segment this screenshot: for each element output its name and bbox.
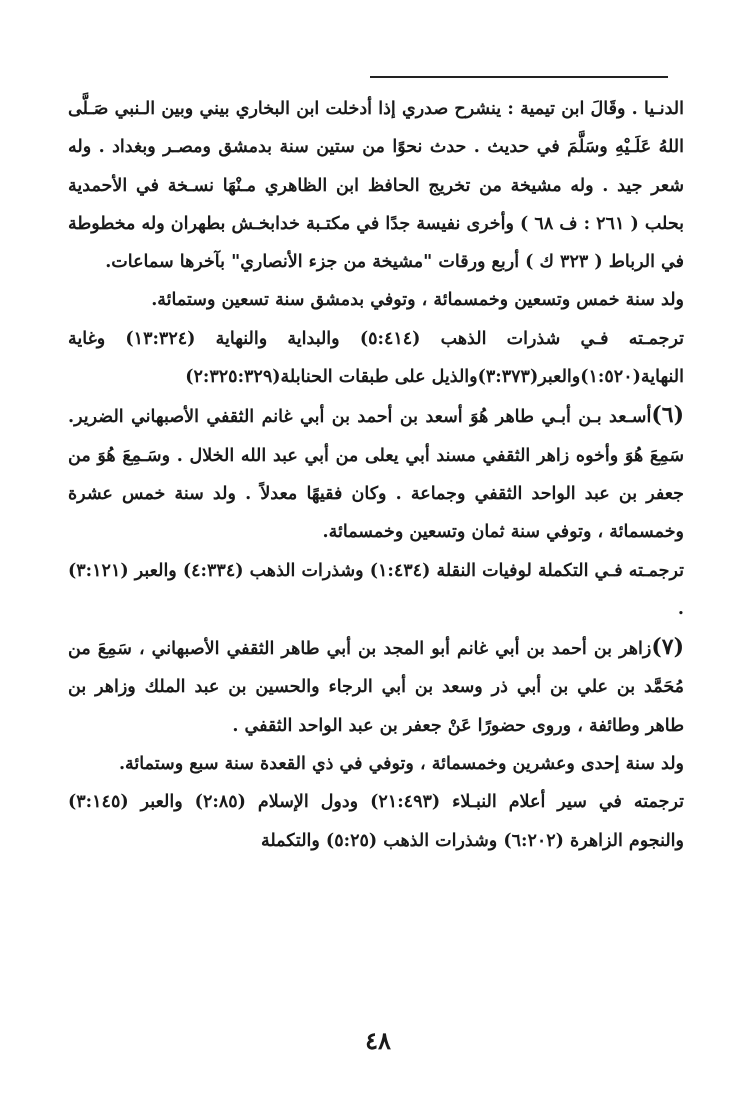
entry-6-translation: ترجمـته فـي التكملة لوفيات النقلة (١:٤٣٤) وشذرات الذهب (٤:٣٣٤) والعبر (٣:١٢١) .: [68, 560, 684, 619]
top-rule: [370, 76, 668, 78]
page-number: ٤٨: [365, 1026, 391, 1055]
entry-6: [68, 396, 684, 551]
entry-7-body: زاهر بن أحمد بن أبي غانم أبو المجد بن أبي طاهر الثقفي الأصبهاني ، سَمِعَ من مُحَمَّد بن علي بن أبي ذر وسعد بن أبي الرجاء والحسين بن عبد الملك وزاهر بن طاهر وطائفة ، وروى حضورًا عَنْ جعفر بن عبد الواحد الثقفي .: [68, 639, 684, 736]
entry-6-body: أسـعد بـن أبـي طاهر هُوَ أسعد بن أحمد بن أبي غانم الثقفي الأصبهاني الضرير. سَمِعَ هُوَ وأخوه زاهر الثقفي مسند أبي يعلى من أبي عبد الله الخلال . وسَـمِعَ هُوَ من جعفر بن عبد الواحد الثقفي وجماعة . وكان فقيهًا معدلاً . ولد سنة خمس عشرة وخمسمائة ، وتوفي سنة ثمان وتسعين وخمسمائة.: [68, 407, 684, 543]
page-body: [68, 90, 684, 860]
entry-7-translation: ترجمته في سير أعلام النبـلاء (٢١:٤٩٣) ودول الإسلام (٢:٨٥) والعبر (٣:١٤٥) والنجوم الزاهرة (٦:٢٠٢) وشذرات الذهب (٥:٢٥) والتكملة: [68, 792, 684, 851]
paragraph-translation-5: ترجمـته فـي شذرات الذهب (٥:٤١٤) والبداية والنهاية (١٣:٣٢٤) وغاية النهاية(١:٥٢٠)والعبر(٣:٣٧٣)والذيل على طبقات الحنابلة(٢:٣٢٥:٣٢٩): [68, 328, 684, 388]
entry-6-number: (٦): [651, 402, 684, 429]
entry-7-death: ولد سنة إحدى وعشرين وخمسمائة ، وتوفي في ذي القعدة سنة سبع وستمائة.: [118, 754, 684, 775]
entry-7-number: (٧): [651, 634, 684, 661]
paragraph-death-5: ولد سنة خمس وتسعين وخمسمائة ، وتوفي بدمشق سنة تسعين وستمائة.: [151, 290, 684, 311]
entry-7: [68, 628, 684, 745]
paragraph-continuation: الدنـيا . وقَالَ ابن تيمية : ينشرح صدري إذا أدخلت ابن البخاري بيني وبين الـنبي صَـلَّى اللهُ عَلَـيْهِ وسَلَّمَ في حديث . حدث نحوًا من ستين سنة بدمشق ومصـر وبغداد . وله شعر جيد . وله مشيخة من تخريج الحافظ ابن الظاهري مـنْهَا نسـخة في الأحمدية بحلب ( ٢٦١ : ف ٦٨ ) وأخرى نفيسة جدًا في مكتـبة خدابخـش بطهران وله مخطوطة في الرباط ( ٣٢٣ ك ) أربع ورقات "مشيخة من جزء الأنصاري" بآخرها سماعات.: [68, 99, 684, 273]
